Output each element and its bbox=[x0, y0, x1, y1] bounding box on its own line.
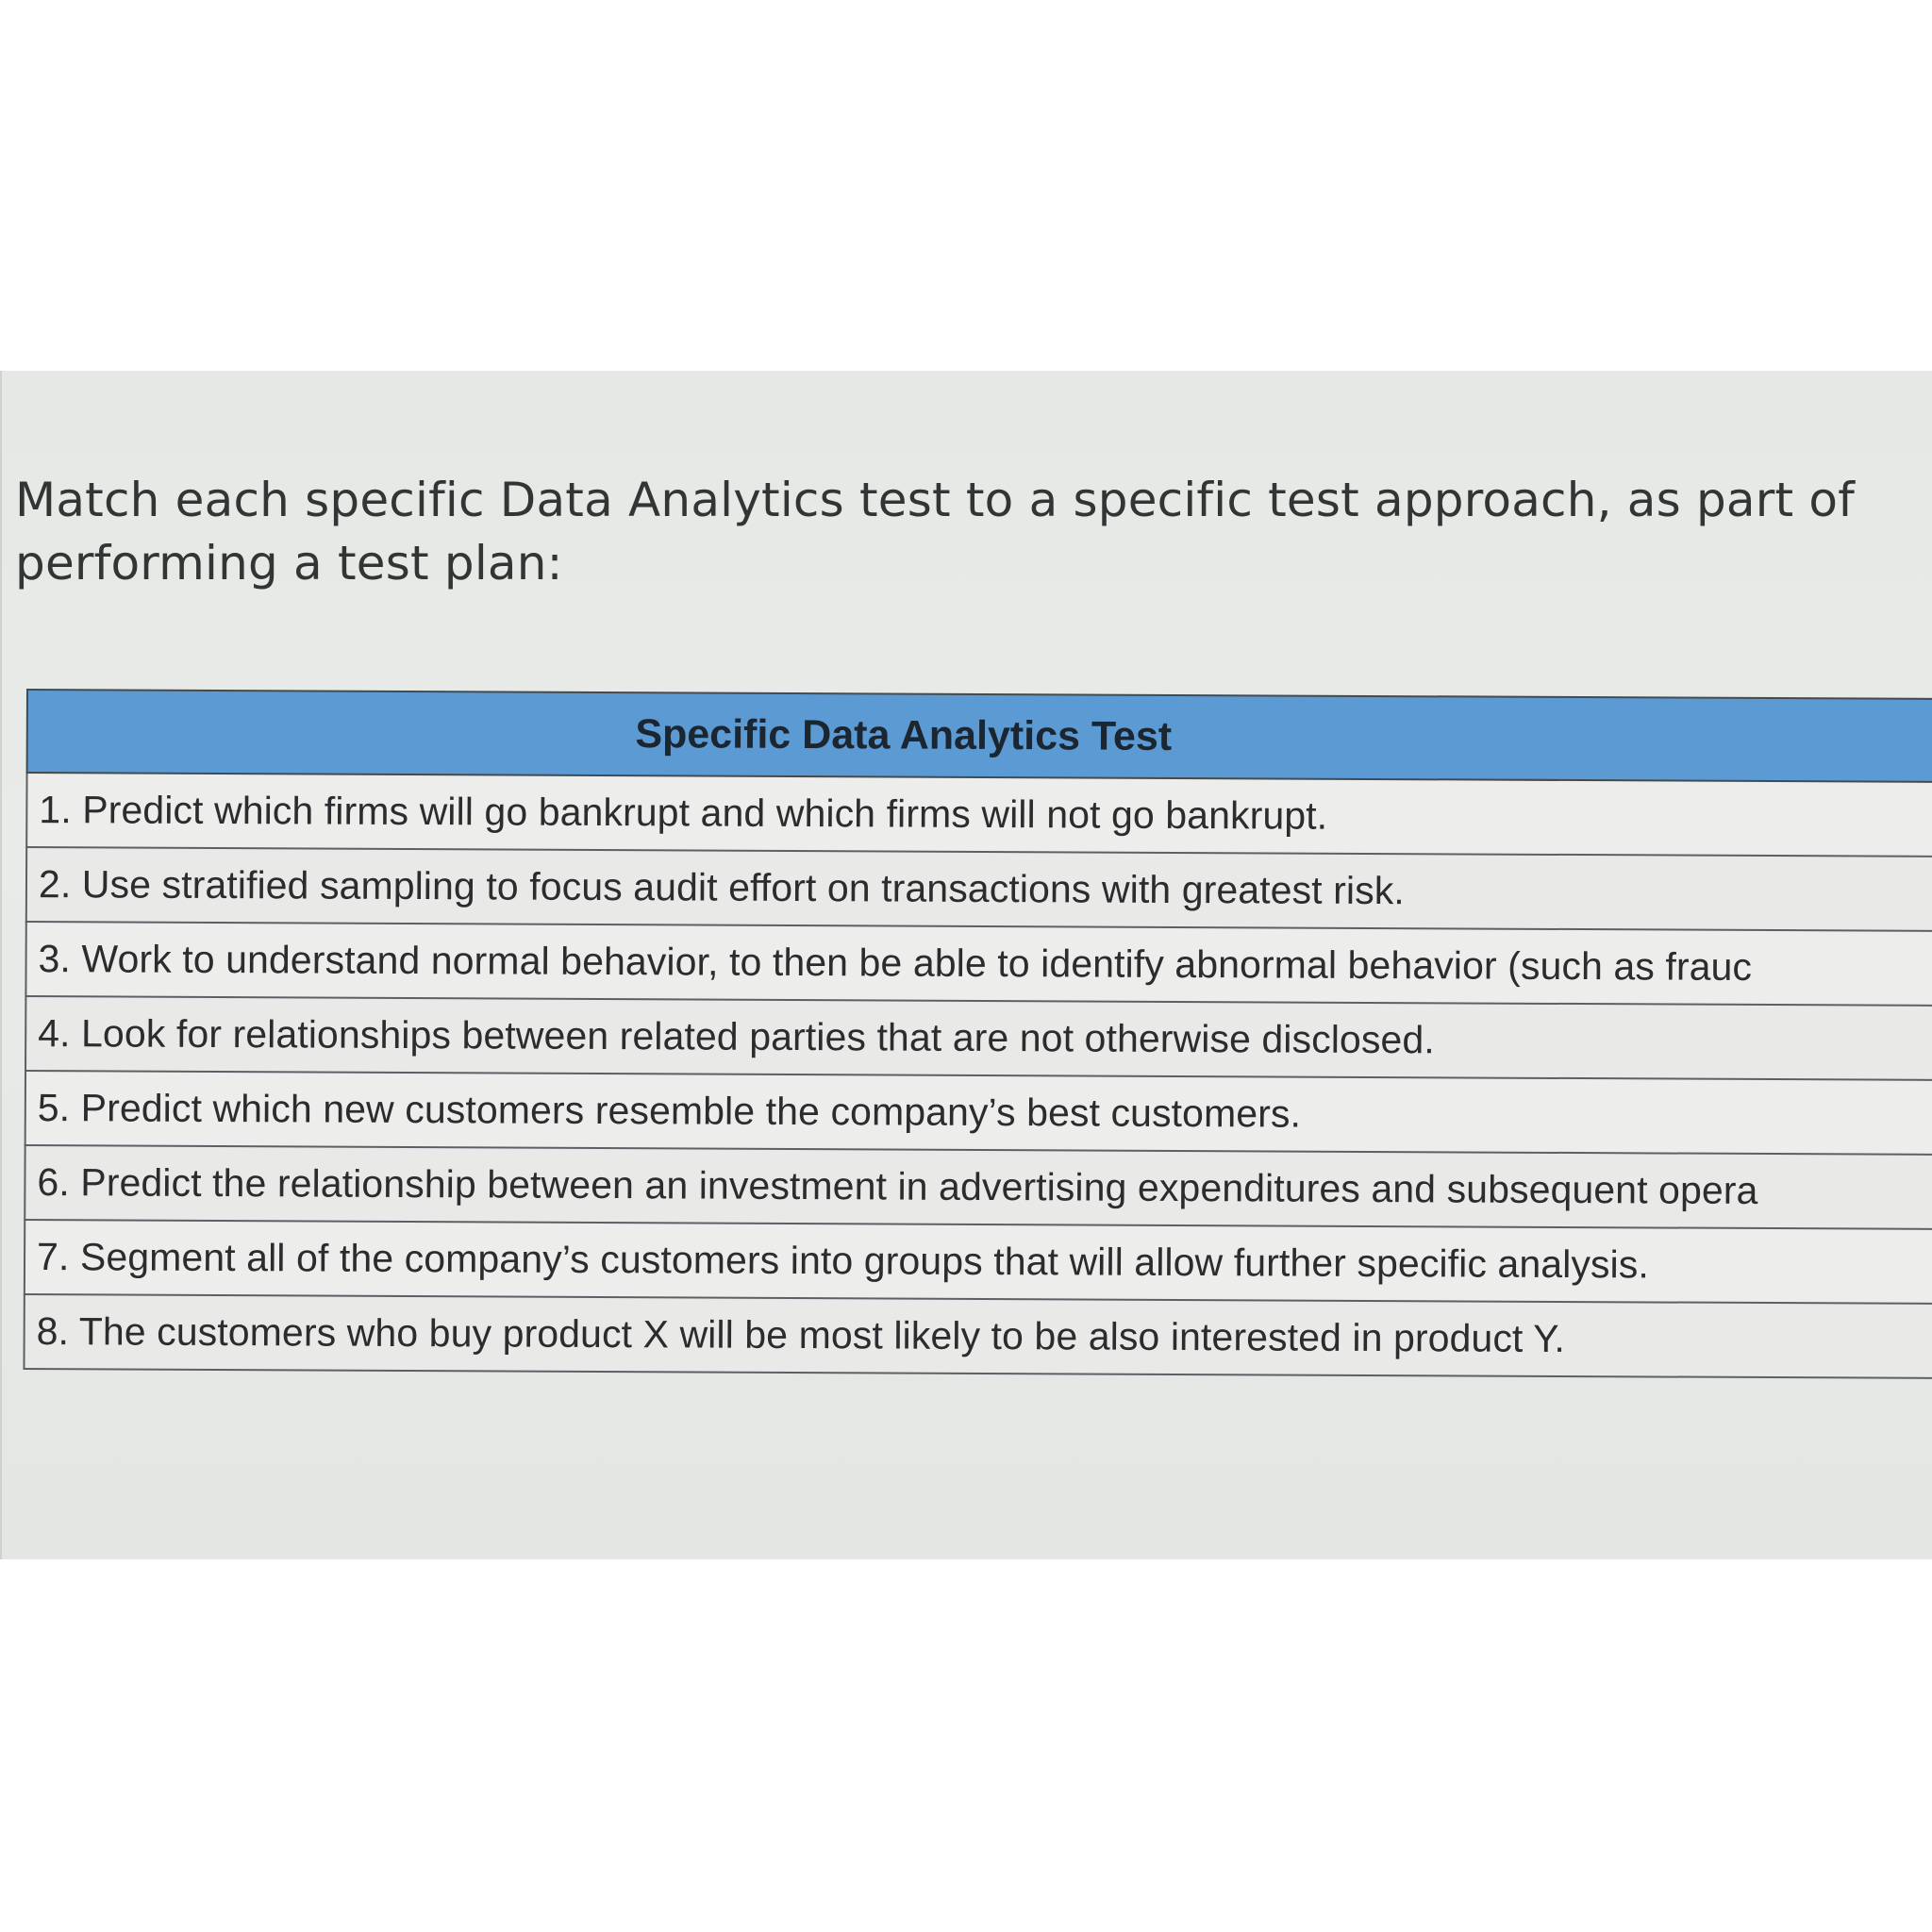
test-item-2[interactable]: 2. Use stratified sampling to focus audit effort on transactions with greatest risk. bbox=[26, 847, 1932, 931]
test-item-6[interactable]: 6. Predict the relationship between an investment in advertising expenditures and subsequent opera bbox=[25, 1145, 1932, 1229]
table-row[interactable] bbox=[24, 1294, 1932, 1378]
table-row[interactable] bbox=[26, 773, 1932, 857]
table-row[interactable] bbox=[25, 1071, 1932, 1155]
screen-content bbox=[0, 371, 1932, 1559]
test-item-7[interactable]: 7. Segment all of the company’s customers into groups that will allow further specific analysis. bbox=[25, 1220, 1932, 1304]
table-row[interactable] bbox=[25, 922, 1932, 1006]
table-row[interactable] bbox=[25, 1220, 1932, 1304]
table-header-label: Specific Data Analytics Test bbox=[635, 710, 1173, 759]
question-prompt: Match each specific Data Analytics test to a specific test approach, as part of performing a test plan: bbox=[15, 473, 1856, 591]
tests-table-wrapper bbox=[23, 689, 1932, 1379]
test-item-3[interactable]: 3. Work to understand normal behavior, to then be able to identify abnormal behavior (such as frauc bbox=[25, 922, 1932, 1006]
table-row[interactable] bbox=[25, 996, 1932, 1080]
test-item-1[interactable]: 1. Predict which firms will go bankrupt and which firms will not go bankrupt. bbox=[26, 773, 1932, 857]
test-item-8[interactable]: 8. The customers who buy product X will be most likely to be also interested in product Y. bbox=[24, 1294, 1932, 1378]
table-header-row bbox=[27, 690, 1932, 782]
table-row[interactable] bbox=[26, 847, 1932, 931]
test-item-5[interactable]: 5. Predict which new customers resemble the company’s best customers. bbox=[25, 1071, 1932, 1155]
test-item-4[interactable]: 4. Look for relationships between related parties that are not otherwise disclosed. bbox=[25, 996, 1932, 1080]
table-header-cell bbox=[27, 690, 1932, 782]
data-analytics-test-table bbox=[23, 689, 1932, 1379]
table-row[interactable] bbox=[25, 1145, 1932, 1229]
